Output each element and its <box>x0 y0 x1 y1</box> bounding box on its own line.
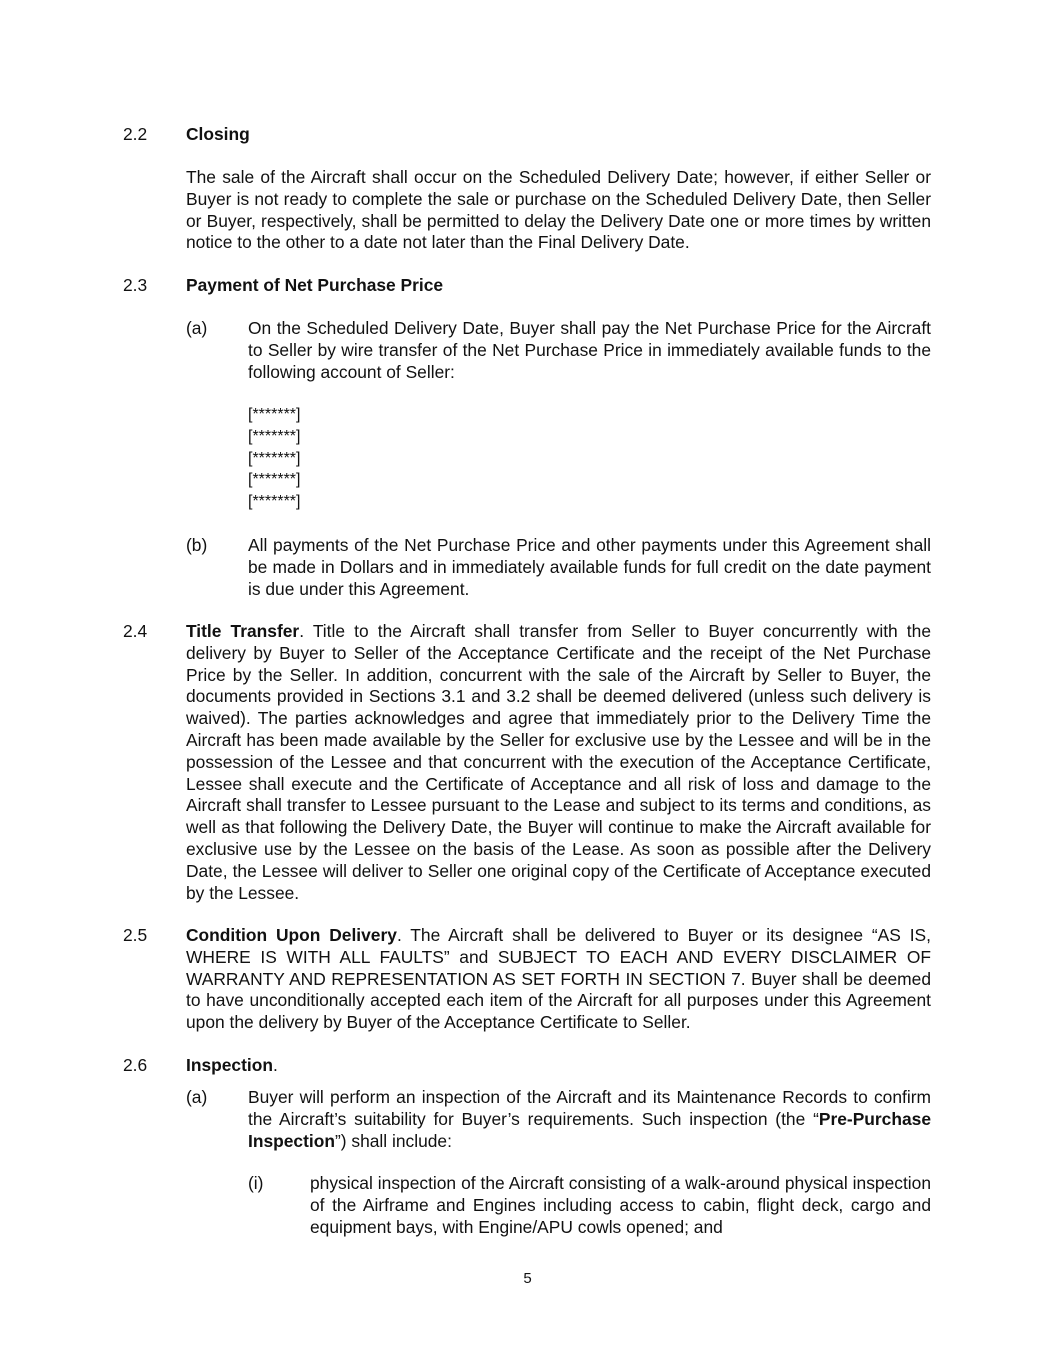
account-line: [*******] <box>248 471 301 489</box>
account-line: [*******] <box>248 427 301 445</box>
clause-label: (i) <box>248 1173 264 1193</box>
section-number: 2.4 <box>123 621 148 641</box>
section-body: The sale of the Aircraft shall occur on the Scheduled Delivery Date; however, if either Seller or Buyer is not ready to complete the sale or purchase on the Scheduled Delivery Date, then Seller or Buyer, respectively, shall be permitted to delay the Delivery Date one or more times by written notice to the other to a date not later than the Final Delivery Date. <box>186 167 931 253</box>
clause-text-part: Buyer will perform an inspection of the Aircraft and its Maintenance Records to confirm the Aircraft’s suitability for Buyer’s requirements. Such inspection (the “ <box>248 1087 931 1129</box>
clause-label: (a) <box>186 318 208 338</box>
section-heading: Closing <box>186 124 250 144</box>
section-text: . The Aircraft shall be delivered to Buyer or its designee “AS IS, WHERE IS WITH ALL FAULTS” and SUBJECT TO EACH AND EVERY DISCLAIMER OF WARRANTY AND REPRESENTATION AS SET FORTH IN SECTION 7. Buyer shall be deemed to have unconditionally accepted each item of the Aircraft for all purposes under this Agreement upon the delivery by Buyer of the Acceptance Certificate to Seller. <box>186 925 931 1033</box>
defined-term: Pre-Purchase Inspection <box>248 1108 931 1151</box>
section-heading: Payment of Net Purchase Price <box>186 275 444 295</box>
section-heading: Title Transfer <box>186 621 300 641</box>
clause-label: (b) <box>186 535 208 555</box>
account-line: [*******] <box>248 493 301 511</box>
section-number: 2.3 <box>123 275 148 295</box>
section-heading: Condition Upon Delivery <box>186 925 397 945</box>
section-body <box>186 621 931 904</box>
account-line: [*******] <box>248 406 301 423</box>
clause-text: All payments of the Net Purchase Price and other payments under this Agreement shall be made in Dollars and in immediately available funds for full credit on the date payment is due under this Agreement. <box>248 535 931 599</box>
section-heading: Inspection <box>186 1055 273 1075</box>
section-number: 2.2 <box>123 124 148 144</box>
clause-text: On the Scheduled Delivery Date, Buyer shall pay the Net Purchase Price for the Aircraft to Seller by wire transfer of the Net Purchase Price in immediately available funds to the following account of Seller: <box>248 318 931 382</box>
section-text: . Title to the Aircraft shall transfer from Seller to Buyer concurrently with the delivery by Buyer to Seller of the Acceptance Certificate and the receipt of the Net Purchase Price by the Seller. In addition, concurrent with the sale of the Aircraft by Seller to Buyer, the documents provided in Sections 3.1 and 3.2 shall be deemed delivered (unless such delivery is waived). The parties acknowledges and agree that immediately prior to the Delivery Time the Aircraft has been made available by the Seller for exclusive use by the Lessee and will be in the possession of the Lessee and that concurrent with the execution of the Acceptance Certificate, Lessee shall execute and the Certificate of Acceptance and all risk of loss and damage to the Aircraft shall transfer to Lessee pursuant to the Lease and subject to its terms and conditions, as well as that following the Delivery Date, the Buyer will continue to make the Aircraft available for exclusive use by the Lessee on the basis of the Lease. As soon as possible after the Delivery Date, the Lessee will deliver to Seller one original copy of the Certificate of Acceptance executed by the Lessee. <box>186 621 931 903</box>
clause-text <box>248 1087 931 1152</box>
section-number: 2.5 <box>123 925 148 945</box>
section-body <box>186 925 931 1034</box>
heading-period: . <box>272 1055 278 1075</box>
clause-label: (a) <box>186 1087 208 1107</box>
clause-text-part: ”) shall include: <box>334 1130 452 1151</box>
clause-text: physical inspection of the Aircraft consisting of a walk-around physical inspection of the Airframe and Engines including access to cabin, flight deck, cargo and equipment bays, with Engine/APU cowls opened; and <box>310 1173 931 1237</box>
account-line: [*******] <box>248 449 301 467</box>
section-heading-wrap <box>186 1055 278 1077</box>
account-details <box>248 404 300 513</box>
section-number: 2.6 <box>123 1055 148 1075</box>
page-number: 5 <box>523 1270 532 1287</box>
